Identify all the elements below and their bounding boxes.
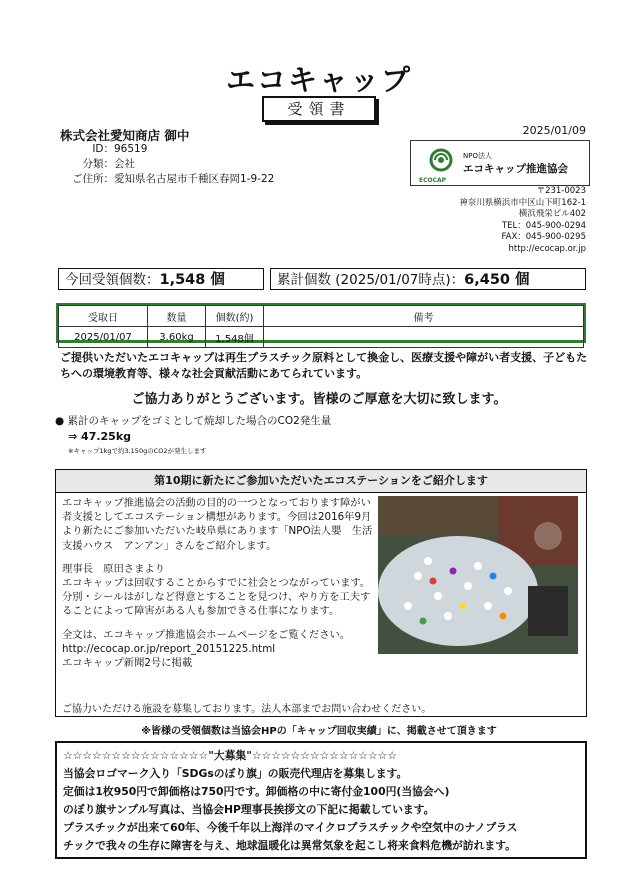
thanks-message: ご協力ありがとうございます。皆様のご厚意を大切に致します。 [131,392,507,407]
cell-weight: 3.60kg [148,327,206,348]
station-paragraph-2: エコキャップは回収することからすでに社会とつながっています。分別・シールはがしなど得意とすることを見つけ、やり方を工夫することによって障害がある人も参加できる仕事になります。 [62,577,371,618]
recruit-line-5: プラスチックが出来て60年、今後千年以上海洋のマイクロプラスチックや空気中のナノプラス [63,821,518,834]
total-count-value: 6,450 個 [464,272,530,288]
station-body [62,496,374,670]
current-count-box [58,268,264,290]
org-address1: 神奈川県横浜市中区山下町162-1 [459,197,586,208]
col-remarks: 備考 [264,306,584,327]
station-footer: ご協力いただける施設を募集しております。法人本部までお問い合わせください。 [62,704,432,715]
recruit-line-6: チックで我々の生存に障害を与え、地球温暖化は異常気象を起こし将来食料危機が訪れます。 [63,839,516,852]
co2-label-line [55,414,331,428]
client-name: 株式会社愛知商店 御中 [60,128,190,143]
recruitment-box [55,741,587,859]
total-count-label: 累計個数 (2025/01/07時点)： [277,272,465,288]
station-photo [378,496,578,654]
station-report-link[interactable]: http://ecocap.or.jp/report_20151225.html [62,642,276,655]
client-address: 愛知県名古屋市千種区春岡1-9-22 [114,173,275,185]
co2-label: 累計のキャップをゴミとして焼却した場合のCO2発生量 [67,415,332,427]
current-count-value: 1,548 個 [159,272,225,288]
document-title: エコキャップ [225,63,412,97]
client-id: 96519 [114,143,148,155]
ecocap-logo-icon [425,147,457,179]
station-heading: 第10期に新たにご参加いただいたエコステーションをご紹介します [56,470,586,493]
bottle-caps-photo [378,496,578,654]
client-id-label: ID： [92,143,114,155]
org-address [459,186,586,255]
org-zip: 〒231-0023 [536,186,586,196]
org-address2: 横浜飛栄ビル402 [518,209,586,219]
station-paragraph-1: エコキャップ推進協会の活動の目的の一つとなっております障がい者支援としてエコステーション構想があります。今回は2016年9月より新たにご参加いただいた岐阜県にあります「NPO法人嬰 生活支援ハウス アンアン」さんをご紹介します。 [62,497,373,552]
col-count: 個数(約) [206,306,264,327]
bullet-icon: ● [55,415,65,427]
col-received-date: 受取日 [59,306,148,327]
recruit-line-2: 当協会ロゴマーク入り「SDGsのぼり旗」の販売代理店を募集します。 [63,767,408,780]
org-npo-label: NPO法人 [463,152,492,160]
publication-note: ※皆様の受領個数は当協会HPの「キャップ回収実績」に、掲載させて頂きます [141,726,497,737]
table-header-row [59,306,584,327]
station-chairman-title: 理事長 原田さまより [62,562,165,575]
cell-remarks [264,327,584,348]
org-url[interactable]: http://ecocap.or.jp [508,243,586,254]
intro-text: ご提供いただいたエコキャップは再生プラスチック原料として換金し、医療支援や障がい者支援、子どもたちへの環境教育等、様々な社会貢献活動にあてられています。 [60,351,588,380]
org-tel: TEL：045-900-0294 [501,220,586,231]
org-logo-box [410,140,590,186]
org-name: エコキャップ推進協会 [463,163,568,175]
table-row [59,327,584,348]
record-table [58,305,584,348]
client-category: 会社 [114,158,135,170]
station-paragraph-3: 全文は、エコキャップ推進協会ホームページをご覧ください。 [62,628,351,641]
station-news-ref: エコキャップ新聞2号に掲載 [62,657,193,670]
recruit-line-3: 定価は1枚950円で卸価格は750円です。卸価格の中に寄付金100円(当協会へ) [63,785,450,798]
cell-received-date: 2025/01/07 [59,327,148,348]
recruit-line-4: のぼり旗サンプル写真は、当協会HP理事長挨拶文の下記に掲載しています。 [63,803,435,816]
client-info [72,142,275,187]
issue-date: 2025/01/09 [522,124,586,137]
client-address-label: ご住所： [72,173,114,185]
total-count-box [270,268,586,290]
document-subtitle: 受領書 [262,96,376,122]
co2-note: ※キャップ1kgで約3,150gのCO2が発生します [68,447,207,455]
cell-count: 1,548個 [206,327,264,348]
current-count-label: 今回受領個数： [65,272,160,288]
co2-value: ⇒ 47.25kg [68,430,132,443]
org-fax: FAX：045-900-0295 [501,232,586,242]
recruit-headline: ☆☆☆☆☆☆☆☆☆☆☆☆☆☆☆"大募集"☆☆☆☆☆☆☆☆☆☆☆☆☆☆☆ [63,749,398,762]
client-category-label: 分類： [82,158,114,170]
eco-station-section [55,469,587,717]
col-weight: 数量 [148,306,206,327]
org-logo-text: ECOCAP [419,177,447,184]
